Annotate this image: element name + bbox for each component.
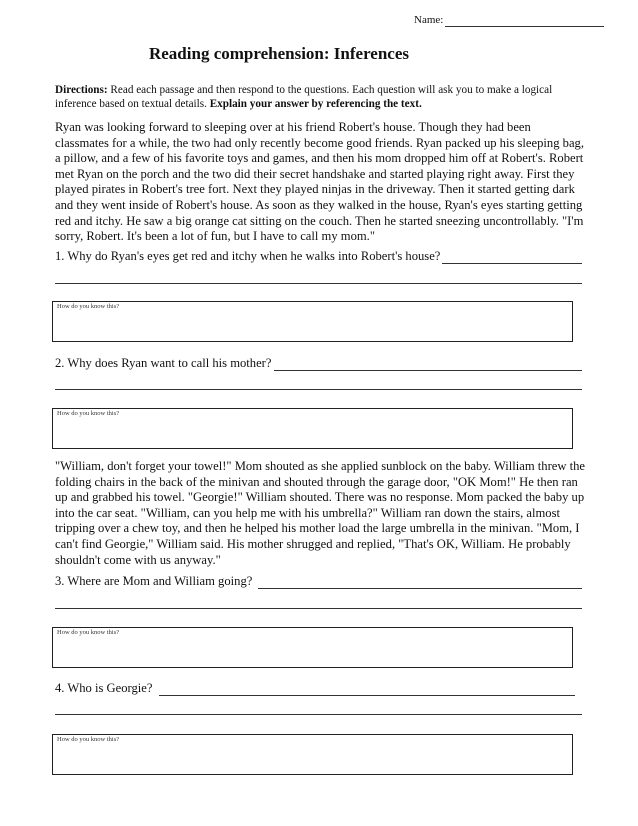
- evidence-box-3[interactable]: [52, 627, 573, 668]
- question-2: 2. Why does Ryan want to call his mother?: [55, 356, 272, 370]
- directions-label: Directions:: [55, 84, 108, 96]
- answer-line-1[interactable]: [442, 263, 582, 264]
- directions: [55, 83, 585, 111]
- answer-line-2[interactable]: [274, 370, 582, 371]
- name-field[interactable]: [445, 26, 604, 27]
- answer-line-4[interactable]: [159, 695, 575, 696]
- passage-2: "William, don't forget your towel!" Mom shouted as she applied sunblock on the baby. William threw the folding chairs in the back of the minivan and shouted through the garage door, "OK Mom!" He then ran up and grabbed his towel. "Georgie!" William shouted. There was no response. Mom packed the baby up into the car seat. "William, can you help me with his umbrella?" William ran down the stairs, almost tripping over a chew toy, and then he helped his mother load the large umbrella in the minivan. "Mom, I can't find Georgie," William said. His mother shrugged and replied, "That's OK, William. He probably shouldn't come with us anyway.": [55, 459, 586, 567]
- directions-text: Read each passage and then respond to the questions. Each question will ask you to make a logical inference based on textual details.: [55, 84, 553, 110]
- evidence-box-label: How do you know this?: [57, 410, 120, 417]
- directions-emphasis: Explain your answer by referencing the text.: [209, 98, 422, 110]
- evidence-box-label: How do you know this?: [57, 736, 120, 743]
- question-1: 1. Why do Ryan's eyes get red and itchy when he walks into Robert's house?: [55, 249, 441, 263]
- question-3: 3. Where are Mom and William going?: [55, 574, 253, 588]
- evidence-box-2[interactable]: [52, 408, 573, 449]
- evidence-box-1[interactable]: [52, 301, 573, 342]
- question-4: 4. Who is Georgie?: [55, 681, 153, 695]
- answer-line-3b[interactable]: [55, 608, 582, 609]
- answer-line-3[interactable]: [258, 588, 582, 589]
- passage-1: Ryan was looking forward to sleeping over at his friend Robert's house. Though they had been classmates for a while, the two had only recently become good friends. Ryan packed up his sleeping bag, a pillow, and a few of his favorite toys and games, and then his mom dropped him off at Robert's. Robert met Ryan on the porch and the two did their secret handshake and started playing right away. First they played pirates in Robert's tree fort. Next they played ninjas in the driveway. Then it started getting dark and they went inside of Robert's house. As soon as they walked in the house, Ryan's eyes starting getting red and itchy. He saw a big orange cat sitting on the couch. Then he started sneezing uncontrollably. "I'm sorry, Robert. It's been a lot of fun, but I have to call my mom.": [55, 120, 584, 244]
- answer-line-2b[interactable]: [55, 389, 582, 390]
- answer-line-4b[interactable]: [55, 714, 582, 715]
- evidence-box-4[interactable]: [52, 734, 573, 775]
- evidence-box-label: How do you know this?: [57, 303, 120, 310]
- page-title: Reading comprehension: Inferences: [148, 44, 410, 63]
- evidence-box-label: How do you know this?: [57, 629, 120, 636]
- name-label: Name:: [414, 14, 444, 26]
- answer-line-1b[interactable]: [55, 283, 582, 284]
